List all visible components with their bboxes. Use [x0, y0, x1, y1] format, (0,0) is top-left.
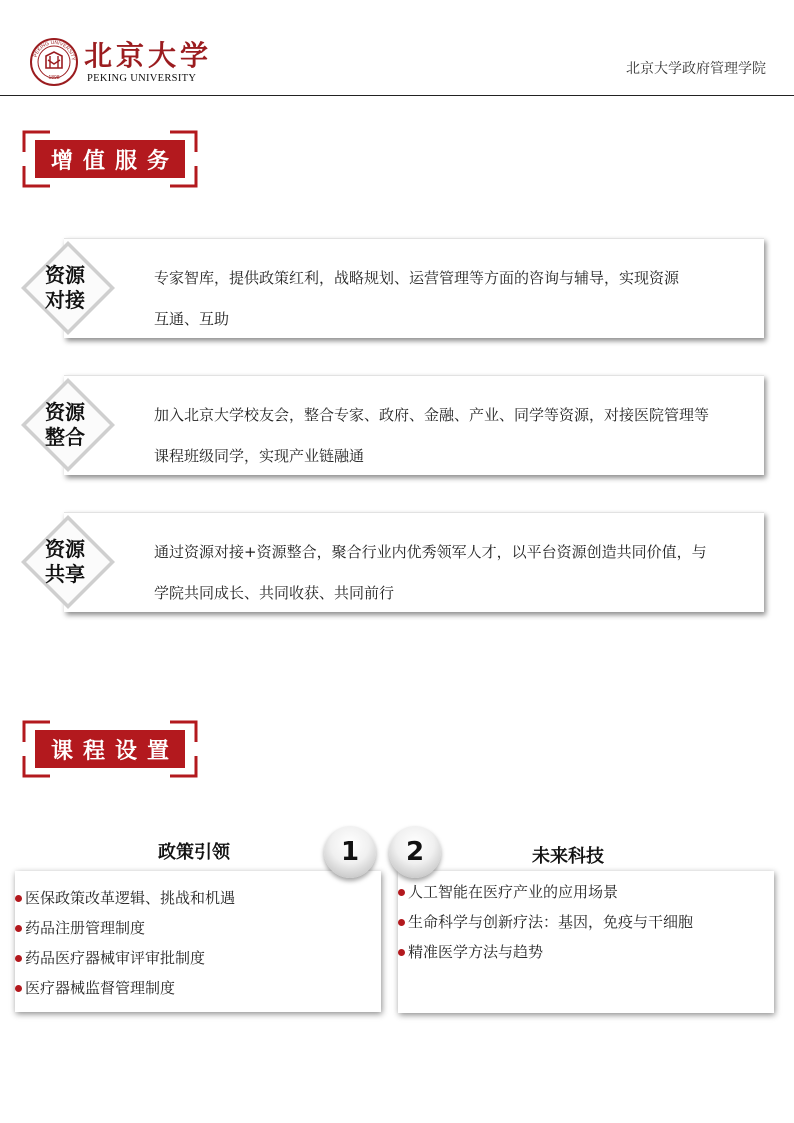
- card-text: [154, 532, 754, 614]
- list-item: 医疗器械监督管理制度: [15, 973, 381, 1003]
- badge-line-1: 资源: [45, 400, 85, 424]
- service-card-resource-integration: [18, 375, 764, 475]
- policy-course-title: 政策引领: [158, 842, 230, 863]
- card-text-line-1: 专家智库，提供政策红利，战略规划、运营管理等方面的咨询与辅导，实现资源: [154, 269, 680, 287]
- service-card-resource-sharing: [18, 512, 764, 612]
- bullet-dot-icon: [398, 919, 405, 926]
- title-text: 增值服务: [50, 148, 179, 174]
- policy-course-list: [15, 871, 381, 1003]
- badge-line-1: 资源: [45, 537, 85, 561]
- title-box: [35, 730, 185, 768]
- list-item: 生命科学与创新疗法：基因，免疫与干细胞: [398, 907, 774, 937]
- tech-course-list: [398, 871, 774, 967]
- number-badge-1: 1: [324, 826, 376, 878]
- card-badge: [32, 263, 98, 313]
- card-badge: [32, 400, 98, 450]
- list-item: 人工智能在医疗产业的应用场景: [398, 877, 774, 907]
- service-card-resource-docking: [18, 238, 764, 338]
- list-item: 医保政策改革逻辑、挑战和机遇: [15, 883, 381, 913]
- title-box: [35, 140, 185, 178]
- logo-english-name: PEKING UNIVERSITY: [87, 73, 197, 84]
- school-name: 北京大学政府管理学院: [626, 61, 766, 77]
- services-section-title: [22, 130, 198, 188]
- card-text: [154, 258, 754, 340]
- bullet-dot-icon: [15, 985, 22, 992]
- svg-text:1898: 1898: [48, 75, 60, 81]
- svg-text:PEKING UNIVERSITY: PEKING UNIVERSITY: [32, 39, 76, 62]
- badge-line-2: 整合: [45, 425, 85, 449]
- tech-course-panel: [398, 871, 774, 1013]
- bullet-dot-icon: [15, 925, 22, 932]
- number-badge-2: 2: [389, 826, 441, 878]
- card-text: [154, 395, 754, 477]
- tech-course-title: 未来科技: [532, 846, 604, 867]
- bullet-dot-icon: [15, 955, 22, 962]
- peking-university-seal-icon: [30, 38, 78, 86]
- bullet-dot-icon: [15, 895, 22, 902]
- card-text-line-2: 课程班级同学，实现产业链融通: [154, 447, 365, 465]
- bullet-dot-icon: [398, 949, 405, 956]
- bullet-dot-icon: [398, 889, 405, 896]
- card-text-line-1: 加入北京大学校友会，整合专家、政府、金融、产业、同学等资源，对接医院管理等: [154, 406, 710, 424]
- card-text-line-2: 学院共同成长、共同收获、共同前行: [154, 584, 395, 602]
- card-text-line-2: 互通、互助: [154, 310, 230, 328]
- courses-section-title: [22, 720, 198, 778]
- card-text-line-1: 通过资源对接+资源整合，聚合行业内优秀领军人才，以平台资源创造共同价值，与: [154, 543, 707, 561]
- badge-line-1: 资源: [45, 263, 85, 287]
- logo-chinese-name: 北京大学: [84, 39, 213, 72]
- list-item: 药品医疗器械审评审批制度: [15, 943, 381, 973]
- title-text: 课程设置: [50, 738, 179, 764]
- badge-line-2: 共享: [45, 562, 85, 586]
- list-item: 药品注册管理制度: [15, 913, 381, 943]
- card-badge: [32, 537, 98, 587]
- policy-course-panel: [15, 871, 381, 1012]
- page-header: [0, 0, 794, 96]
- badge-line-2: 对接: [45, 288, 85, 312]
- list-item: 精准医学方法与趋势: [398, 937, 774, 967]
